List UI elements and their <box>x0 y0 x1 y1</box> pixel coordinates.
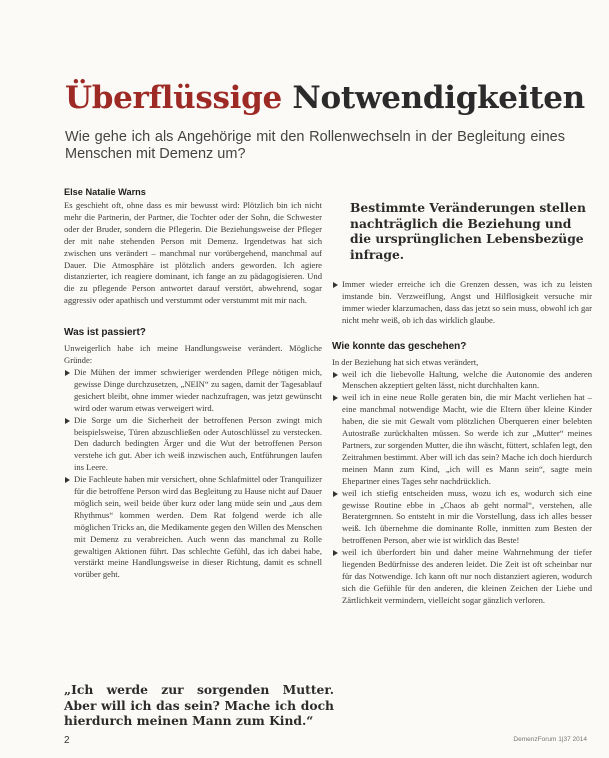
article-title <box>65 80 585 116</box>
right-intro-list <box>332 279 592 327</box>
section-heading-was-ist-passiert: Was ist passiert? <box>64 327 146 339</box>
section2-intro: In der Beziehung hat sich etwas verändert, <box>332 356 479 367</box>
list-item: weil ich in eine neue Rolle geraten bin, die mir Macht verliehen hat – eine manchmal notwendige Macht, wie die Eltern über kleine Kinder haben, die sie mit Gewalt vom plötzlichen Überqueren einer belebten Autostraße zurückhalten müssen. So werde ich zur „Mutter“ meines Partners, zur sorgenden Mutter, die ihn wäscht, füttert, schlafen legt, den Zeitrahmen bestimmt. Aber will ich das sein? Mache ich doch hierdurch meinen Mann zum Kind, „ich will es Mann sein“, sagte mein Ehepartner eines Tages sehr nachdrücklich. <box>332 392 592 487</box>
list-item: Die Mühen der immer schwieriger werdenden Pflege nötigen mich, gewisse Dinge durchzusetzen, „NEIN“ zu sagen, damit der Tagesablauf gesichert bleibt, ohne immer wieder nachzufragen, was jetzt gewünscht wird oder warum etwas verweigert wird. <box>64 367 322 415</box>
list-item: Immer wieder erreiche ich die Grenzen dessen, was ich zu leisten imstande bin. Verzweiflung, Angst und Hilflosigkeit versuche mir immer wieder klarzumachen, dass das jetzt so sein muss, obwohl ich gar nicht mehr weiß, ob ich das wirklich glaube. <box>332 279 592 327</box>
title-part-dark: Notwendigkeiten <box>292 80 585 116</box>
article-subtitle: Wie gehe ich als Angehörige mit den Rollenwechseln in der Begleitung eines Menschen mit Demenz um? <box>65 129 565 162</box>
list-item: Die Fachleute haben mir versichert, ohne Schlafmittel oder Tranquilizer für die betroffene Person wird das Begleitung zu Hause nicht auf Dauer möglich sein, weil beide über kurz oder lang müde sein und „aus dem Rhythmus“ kommen werden. Dem Rat folgend werde ich alle möglichen Tricks an, die Medikamente gegen den Willen des Menschen mit Demenz zu verabreichen. Auch wenn das manchmal zu Rolle gewaltigen Aktionen führt. Das schlechte Gefühl, das ich dabei habe, verstärkt meine Handlungsweise in dieser Richtung, damit es schnell vorüber geht. <box>64 474 322 581</box>
page-number: 2 <box>64 735 70 746</box>
list-item: weil ich die liebevolle Haltung, welche die Autonomie des anderen Menschen akzeptiert gelten lässt, nicht durchhalten kann. <box>332 369 592 393</box>
bottom-quote: „Ich werde zur sorgenden Mutter. Aber will ich das sein? Mache ich doch hierdurch meinen Mann zum Kind.“ <box>64 682 334 728</box>
intro-paragraph: Es geschieht oft, ohne dass es mir bewusst wird: Plötzlich bin ich nicht mehr die Partnerin, der Partner, die Tochter oder der Sohn, die Schwester oder der Bruder, sondern die Pflegerin. Die Beziehungsweise der Pfleger der mit nahe stehenden Person mit Demenz. Irgendetwas hat sich zwischen uns verändert – manchmal nur vorübergehend, manchmal auf Dauer. Die Atmosphäre ist plötzlich anders geworden. Ich agiere distanzierter, ich reagiere dominant, ich fange an zu pädagogisieren. Und die zu pflegende Person antwortet darauf verstört, abwehrend, sogar aggressiv oder apathisch und verstummt oder verstummt mit mir nach. <box>64 200 322 306</box>
section1-list <box>64 367 322 581</box>
list-item: Die Sorge um die Sicherheit der betroffenen Person zwingt mich beispielsweise, Türen abzuschließen oder Autoschlüssel zu verstecken. Den dadurch bedingten Ärger und die Wut der betroffenen Person verstehe ich gut. Aber ich weiß inzwischen auch, Entführungen laufen ins Leere. <box>64 415 322 475</box>
list-item: weil ich überfordert bin und daher meine Wahrnehmung der tiefer liegenden Bedürfnisse des anderen leidet. Die Zeit ist oft scheinbar nur für das Notwendige. Ich kann oft nur noch distanziert agieren, wodurch sich die Gefühle für den anderen, die kleinen Zeichen der Liebe und Zärtlichkeit vermindern, vielleicht sogar gänzlich verloren. <box>332 547 592 607</box>
section2-list <box>332 369 592 607</box>
right-column <box>332 200 592 607</box>
footer-publication: DemenzForum 1|37 2014 <box>513 736 587 743</box>
title-part-red: Überflüssige <box>65 80 282 116</box>
list-item: weil ich stiefig entscheiden muss, wozu ich es, wodurch sich eine gewisse Routine ebbe in „Chaos ab geht normal“, verstehen, alle Beratergrnnen. So entsteht in mir die Vorstellung, dass ich alles besser weiß. Ich übernehme die dominante Rolle, inmitten zum Besten der betroffenen Person, aber wie ist wirklich das Beste! <box>332 488 592 548</box>
left-column <box>64 186 322 581</box>
section-heading-wie-konnte: Wie konnte das geschehen? <box>332 340 467 352</box>
author-name: Else Natalie Warns <box>64 187 146 197</box>
section1-intro: Unweigerlich habe ich meine Handlungsweise verändert. Mögliche Gründe: <box>64 343 322 366</box>
pull-quote: Bestimmte Veränderungen stellen nachträglich die Beziehung und die ursprünglichen Lebensbezüge infrage. <box>350 200 586 262</box>
